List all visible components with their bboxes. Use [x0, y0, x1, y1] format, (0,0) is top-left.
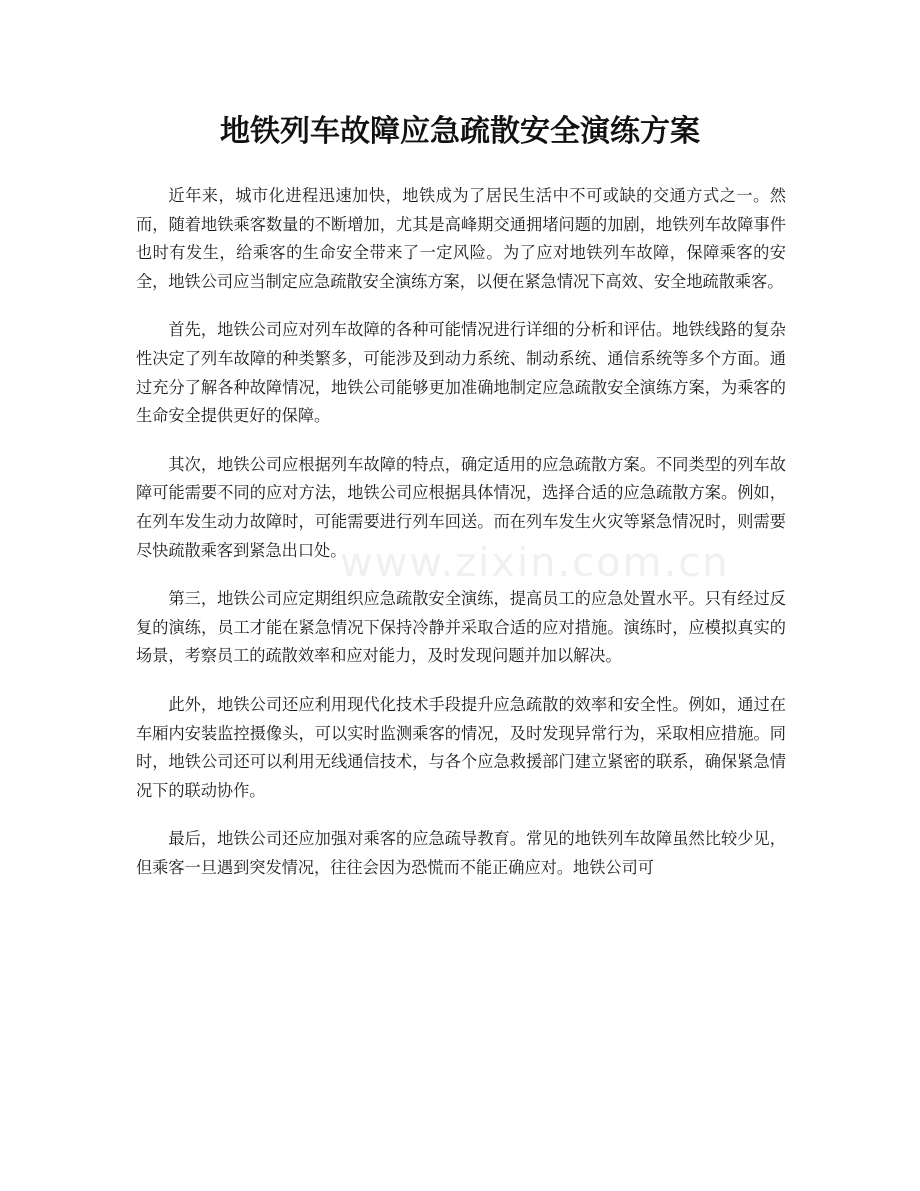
paragraph-first: 首先，地铁公司应对列车故障的各种可能情况进行详细的分析和评估。地铁线路的复杂性决定了列车故障的种类繁多，可能涉及到动力系统、制动系统、通信系统等多个方面。通过充分了解各种故障情况，地铁公司能够更加准确地制定应急疏散安全演练方案，为乘客的生命安全提供更好的保障。 [136, 320, 786, 426]
paragraph-second: 其次，地铁公司应根据列车故障的特点，确定适用的应急疏散方案。不同类型的列车故障可能需要不同的应对方法，地铁公司应根据具体情况，选择合适的应急疏散方案。例如，在列车发生动力故障时，可能需要进行列车回送。而在列车发生火灾等紧急情况时，则需要尽快疏散乘客到紧急出口处。 [136, 454, 786, 560]
paragraph-additionally: 此外，地铁公司还应利用现代化技术手段提升应急疏散的效率和安全性。例如，通过在车厢内安装监控摄像头，可以实时监测乘客的情况，及时发现异常行为，采取相应措施。同时，地铁公司还可以利用无线通信技术，与各个应急救援部门建立紧密的联系，确保紧急情况下的联动协作。 [136, 694, 786, 800]
paragraph-finally: 最后，地铁公司还应加强对乘客的应急疏导教育。常见的地铁列车故障虽然比较少见，但乘客一旦遇到突发情况，往往会因为恐慌而不能正确应对。地铁公司可 [136, 829, 786, 877]
watermark: www.zixin.com.cn [340, 540, 730, 586]
paragraph-intro: 近年来，城市化进程迅速加快，地铁成为了居民生活中不可或缺的交通方式之一。然而，随着地铁乘客数量的不断增加，尤其是高峰期交通拥堵问题的加剧，地铁列车故障事件也时有发生，给乘客的生命安全带来了一定风险。为了应对地铁列车故障，保障乘客的安全，地铁公司应当制定应急疏散安全演练方案，以便在紧急情况下高效、安全地疏散乘客。 [136, 186, 786, 291]
document-body [136, 182, 786, 902]
document-title: 地铁列车故障应急疏散安全演练方案 [220, 114, 700, 149]
paragraph-third: 第三，地铁公司应定期组织应急疏散安全演练，提高员工的应急处置水平。只有经过反复的演练，员工才能在紧急情况下保持冷静并采取合适的应对措施。演练时，应模拟真实的场景，考察员工的疏散效率和应对能力，及时发现问题并加以解决。 [136, 589, 786, 666]
